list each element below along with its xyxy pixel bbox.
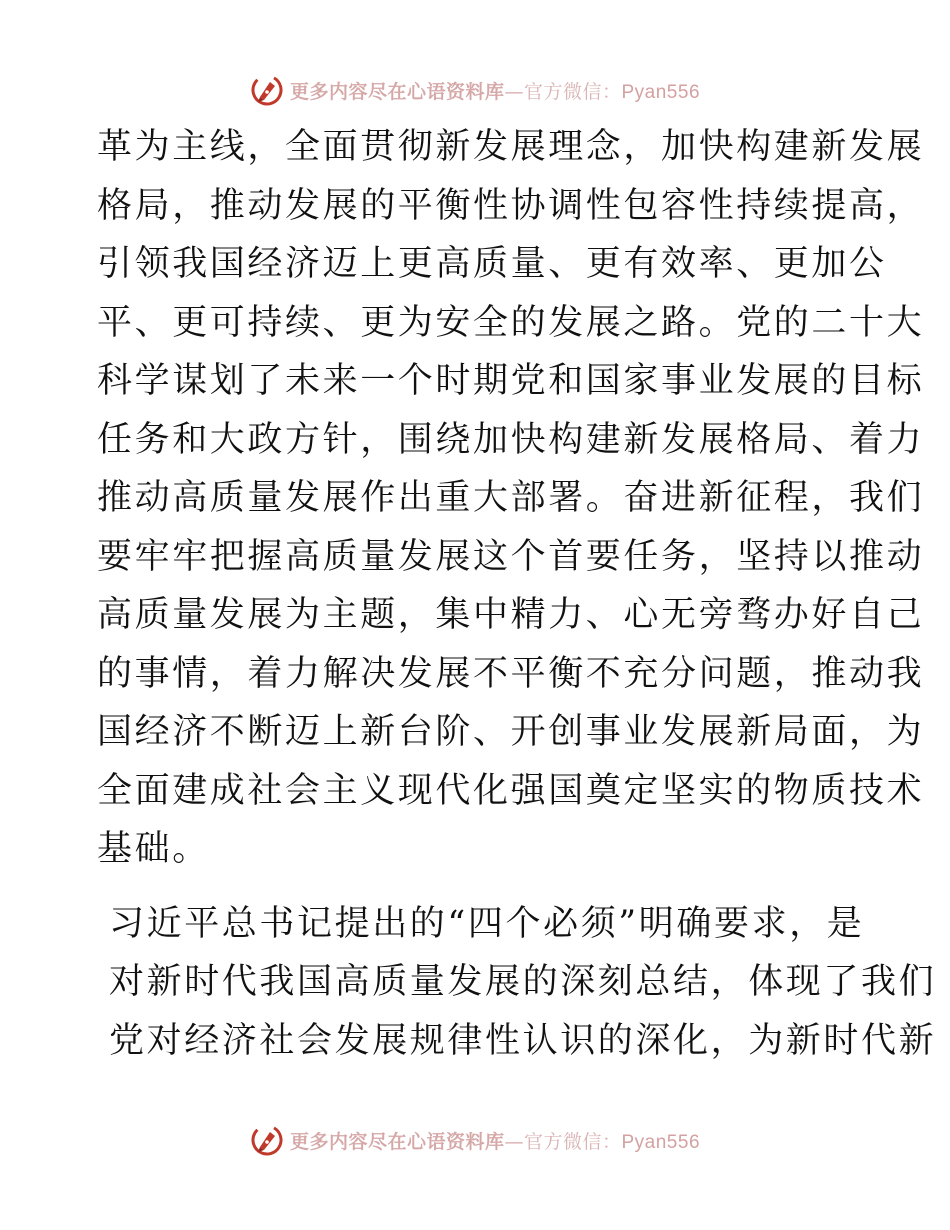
text-line: 平、更可持续、更为安全的发展之路。党的二十大	[97, 302, 925, 343]
pen-nib-logo-icon	[250, 1123, 284, 1157]
paragraph-1	[97, 118, 925, 879]
text-line: 要牢牢把握高质量发展这个首要任务，坚持以推动	[97, 536, 925, 577]
header-banner-text	[290, 77, 700, 104]
text-line: 基础。	[97, 829, 210, 869]
footer-banner	[0, 1120, 950, 1160]
footer-wechat-id: Pyan556	[621, 1131, 701, 1153]
header-brand: 更多内容尽在心语资料库	[289, 80, 505, 103]
footer-banner-text	[290, 1127, 700, 1154]
text-line: 引领我国经济迈上更高质量、更有效率、更加公	[97, 244, 887, 284]
header-separator: —	[504, 80, 524, 103]
text-line: 党对经济社会发展规律性认识的深化，为新时代新	[109, 1020, 937, 1061]
text-line: 对新时代我国高质量发展的深刻总结，体现了我们	[109, 962, 937, 1002]
document-body	[97, 118, 937, 1070]
text-line: 格局，推动发展的平衡性协调性包容性持续提高，	[97, 185, 925, 226]
footer-official-label: 官方微信：	[523, 1130, 622, 1153]
header-wechat-id: Pyan556	[621, 81, 701, 103]
text-line: 科学谋划了未来一个时期党和国家事业发展的目标	[97, 361, 925, 401]
header-official-label: 官方微信：	[523, 80, 622, 103]
text-line: 国经济不断迈上新台阶、开创事业发展新局面，为	[97, 712, 925, 752]
text-line: 革为主线，全面贯彻新发展理念，加快构建新发展	[97, 127, 925, 167]
pen-nib-logo-icon	[250, 73, 284, 107]
footer-brand: 更多内容尽在心语资料库	[289, 1130, 505, 1153]
paragraph-2	[97, 895, 937, 1071]
footer-separator: —	[504, 1130, 524, 1153]
text-line: 任务和大政方针，围绕加快构建新发展格局、着力	[97, 419, 925, 460]
text-line: 习近平总书记提出的“四个必须”明确要求，是	[109, 903, 865, 944]
text-line: 全面建成社会主义现代化强国奠定坚实的物质技术	[97, 770, 925, 811]
text-line: 的事情，着力解决发展不平衡不充分问题，推动我	[97, 653, 925, 694]
text-line: 推动高质量发展作出重大部署。奋进新征程，我们	[97, 478, 925, 518]
text-line: 高质量发展为主题，集中精力、心无旁骛办好自己	[97, 595, 925, 635]
header-banner	[0, 70, 950, 110]
